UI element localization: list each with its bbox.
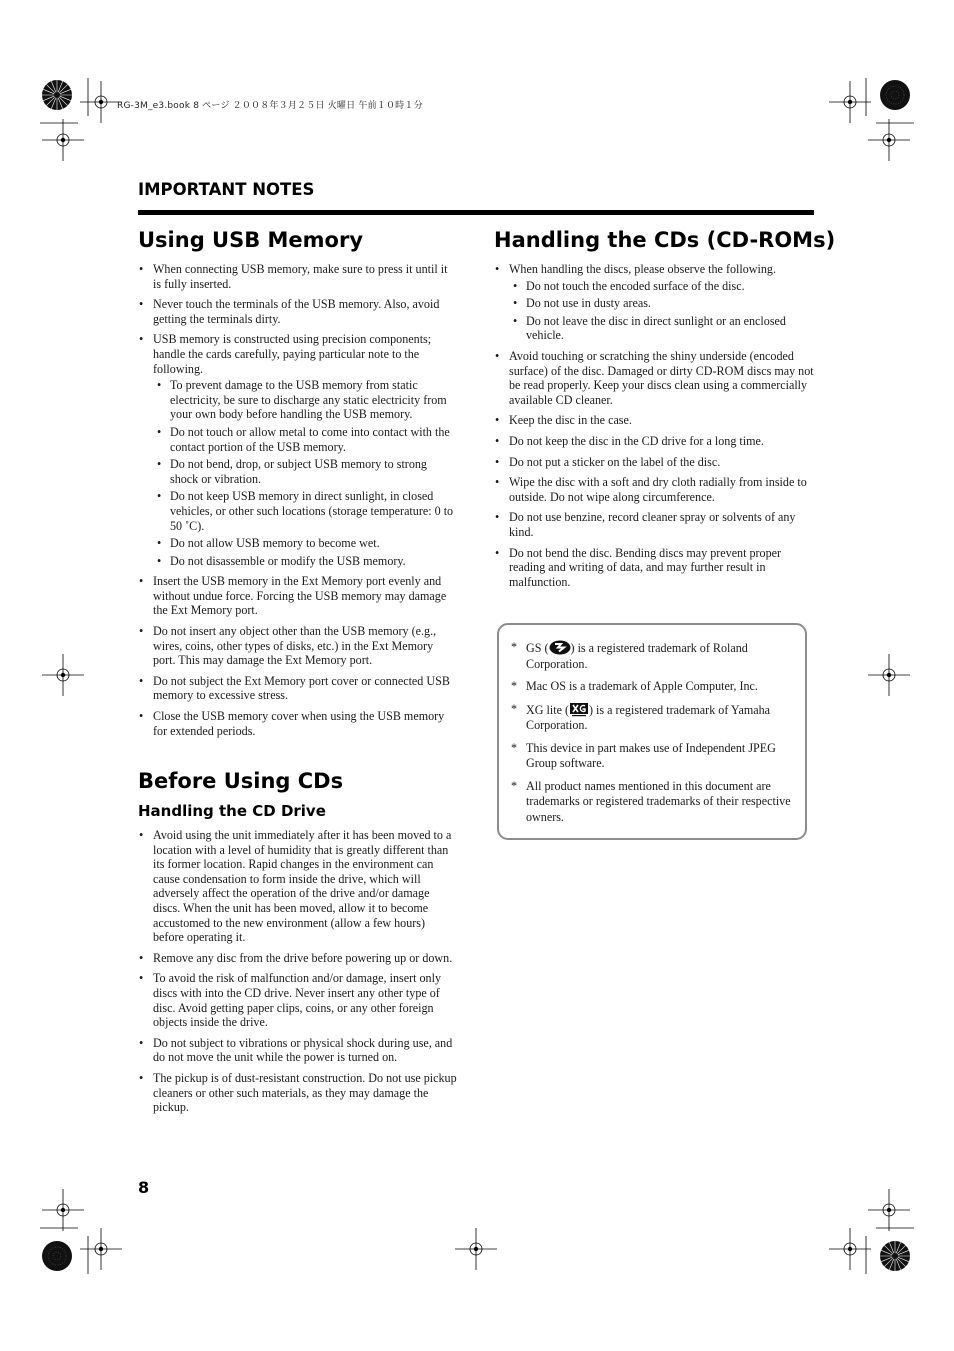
page-number: 8 — [138, 1178, 150, 1197]
list-item: • Insert the USB memory in the Ext Memory port evenly and without undue force. Forcing the USB memory may damage the Ext Memory port. — [138, 574, 458, 618]
list-item-text: When handling the discs, please observe the following. — [509, 262, 777, 276]
list-item — [138, 332, 458, 568]
list-item: • The pickup is of dust-resistant construction. Do not use pickup cleaners or other such materials, as they may damage the pickup. — [138, 1071, 458, 1115]
usb-memory-section — [138, 262, 458, 744]
list-item — [494, 262, 814, 343]
trademark-list — [510, 640, 796, 832]
sub-list-item: • Do not bend, drop, or subject USB memory to strong shock or vibration. — [153, 457, 458, 486]
list-item: • To avoid the risk of malfunction and/or damage, insert only discs with into the CD drive. Never insert any other type of disc. Avoid getting paper clips, coins, or any other foreign objects inside the drive. — [138, 971, 458, 1029]
before-using-cds-heading: Before Using CDs — [138, 769, 344, 793]
list-item: • Do not subject to vibrations or physical shock during use, and do not move the unit while the power is turned on. — [138, 1036, 458, 1065]
list-item: • Avoid using the unit immediately after it has been moved to a location with a level of humidity that is greatly different than its former location. Rapid changes in the environment can cause condensation to form inside the drive, which will adversely affect the operation of the drive and/or damage discs. When the unit has been moved, allow it to become accustomed to the new environment (allow a few hours) before operating it. — [138, 828, 458, 945]
list-item: • Remove any disc from the drive before powering up or down. — [138, 951, 458, 966]
cd-drive-subheading: Handling the CD Drive — [138, 802, 326, 820]
xg-logo-icon — [569, 702, 589, 717]
gs-logo-icon — [549, 640, 571, 655]
list-item: • When connecting USB memory, make sure to press it until it is fully inserted. — [138, 262, 458, 291]
list-item: • Do not insert any object other than the USB memory (e.g., wires, coins, other types of disks, etc.) in the Ext Memory port. This may damage the Ext Memory port. — [138, 624, 458, 668]
list-item: • Do not subject the Ext Memory port cover or connected USB memory to excessive stress. — [138, 674, 458, 703]
sub-list-item: • Do not keep USB memory in direct sunlight, in closed vehicles, or other such locations (storage temperature: 0 to 50 ˚C). — [153, 489, 458, 533]
list-item: • Avoid touching or scratching the shiny underside (encoded surface) of the disc. Damaged or dirty CD-ROM discs may not be read properly. Keep your discs clean using a commercially available CD cleaner. — [494, 349, 814, 407]
section-header: IMPORTANT NOTES — [138, 180, 315, 199]
trademark-gs: * GS ( ) is a registered trademark of Roland Corporation. — [510, 640, 796, 672]
list-item: • Wipe the disc with a soft and dry cloth radially from inside to outside. Do not wipe along circumference. — [494, 475, 814, 504]
list-item: • Do not put a sticker on the label of the disc. — [494, 455, 814, 470]
cd-drive-section — [138, 828, 458, 1121]
list-item-text: USB memory is constructed using precision components; handle the cards carefully, paying particular note to the following. — [153, 332, 432, 376]
list-item: • Do not use benzine, record cleaner spray or solvents of any kind. — [494, 510, 814, 539]
trademark-general: * All product names mentioned in this document are trademarks or registered trademarks of their respective owners. — [510, 779, 796, 826]
disc-handling-sublist — [509, 279, 814, 343]
usb-precautions-sublist — [153, 378, 458, 568]
sub-list-item: • Do not use in dusty areas. — [509, 296, 814, 311]
list-item: • Never touch the terminals of the USB memory. Also, avoid getting the terminals dirty. — [138, 297, 458, 326]
sub-list-item: • Do not allow USB memory to become wet. — [153, 536, 458, 551]
list-item: • Do not keep the disc in the CD drive for a long time. — [494, 434, 814, 449]
trademark-xg: * XG lite ( ) is a registered trademark of Yamaha Corporation. — [510, 702, 796, 734]
sub-list-item: • Do not disassemble or modify the USB memory. — [153, 554, 458, 569]
handling-cds-section — [494, 262, 814, 595]
sub-list-item: • To prevent damage to the USB memory from static electricity, be sure to discharge any static electricity from your own body before handling the USB memory. — [153, 378, 458, 422]
sub-list-item: • Do not touch the encoded surface of the disc. — [509, 279, 814, 294]
header-rule — [138, 210, 814, 215]
trademark-macos: * Mac OS is a trademark of Apple Computer, Inc. — [510, 679, 796, 695]
print-job-header: RG-3M_e3.book 8 ページ ２００８年３月２５日 火曜日 午前１０時１分 — [117, 101, 423, 111]
list-item: • Close the USB memory cover when using the USB memory for extended periods. — [138, 709, 458, 738]
sub-list-item: • Do not touch or allow metal to come into contact with the contact portion of the USB memory. — [153, 425, 458, 454]
sub-list-item: • Do not leave the disc in direct sunlight or an enclosed vehicle. — [509, 314, 814, 343]
handling-cds-heading: Handling the CDs (CD-ROMs) — [494, 228, 836, 252]
trademark-jpeg: * This device in part makes use of Independent JPEG Group software. — [510, 741, 796, 772]
list-item: • Do not bend the disc. Bending discs may prevent proper reading and writing of data, and may further result in malfunction. — [494, 546, 814, 590]
usb-memory-heading: Using USB Memory — [138, 228, 364, 252]
list-item: • Keep the disc in the case. — [494, 413, 814, 428]
